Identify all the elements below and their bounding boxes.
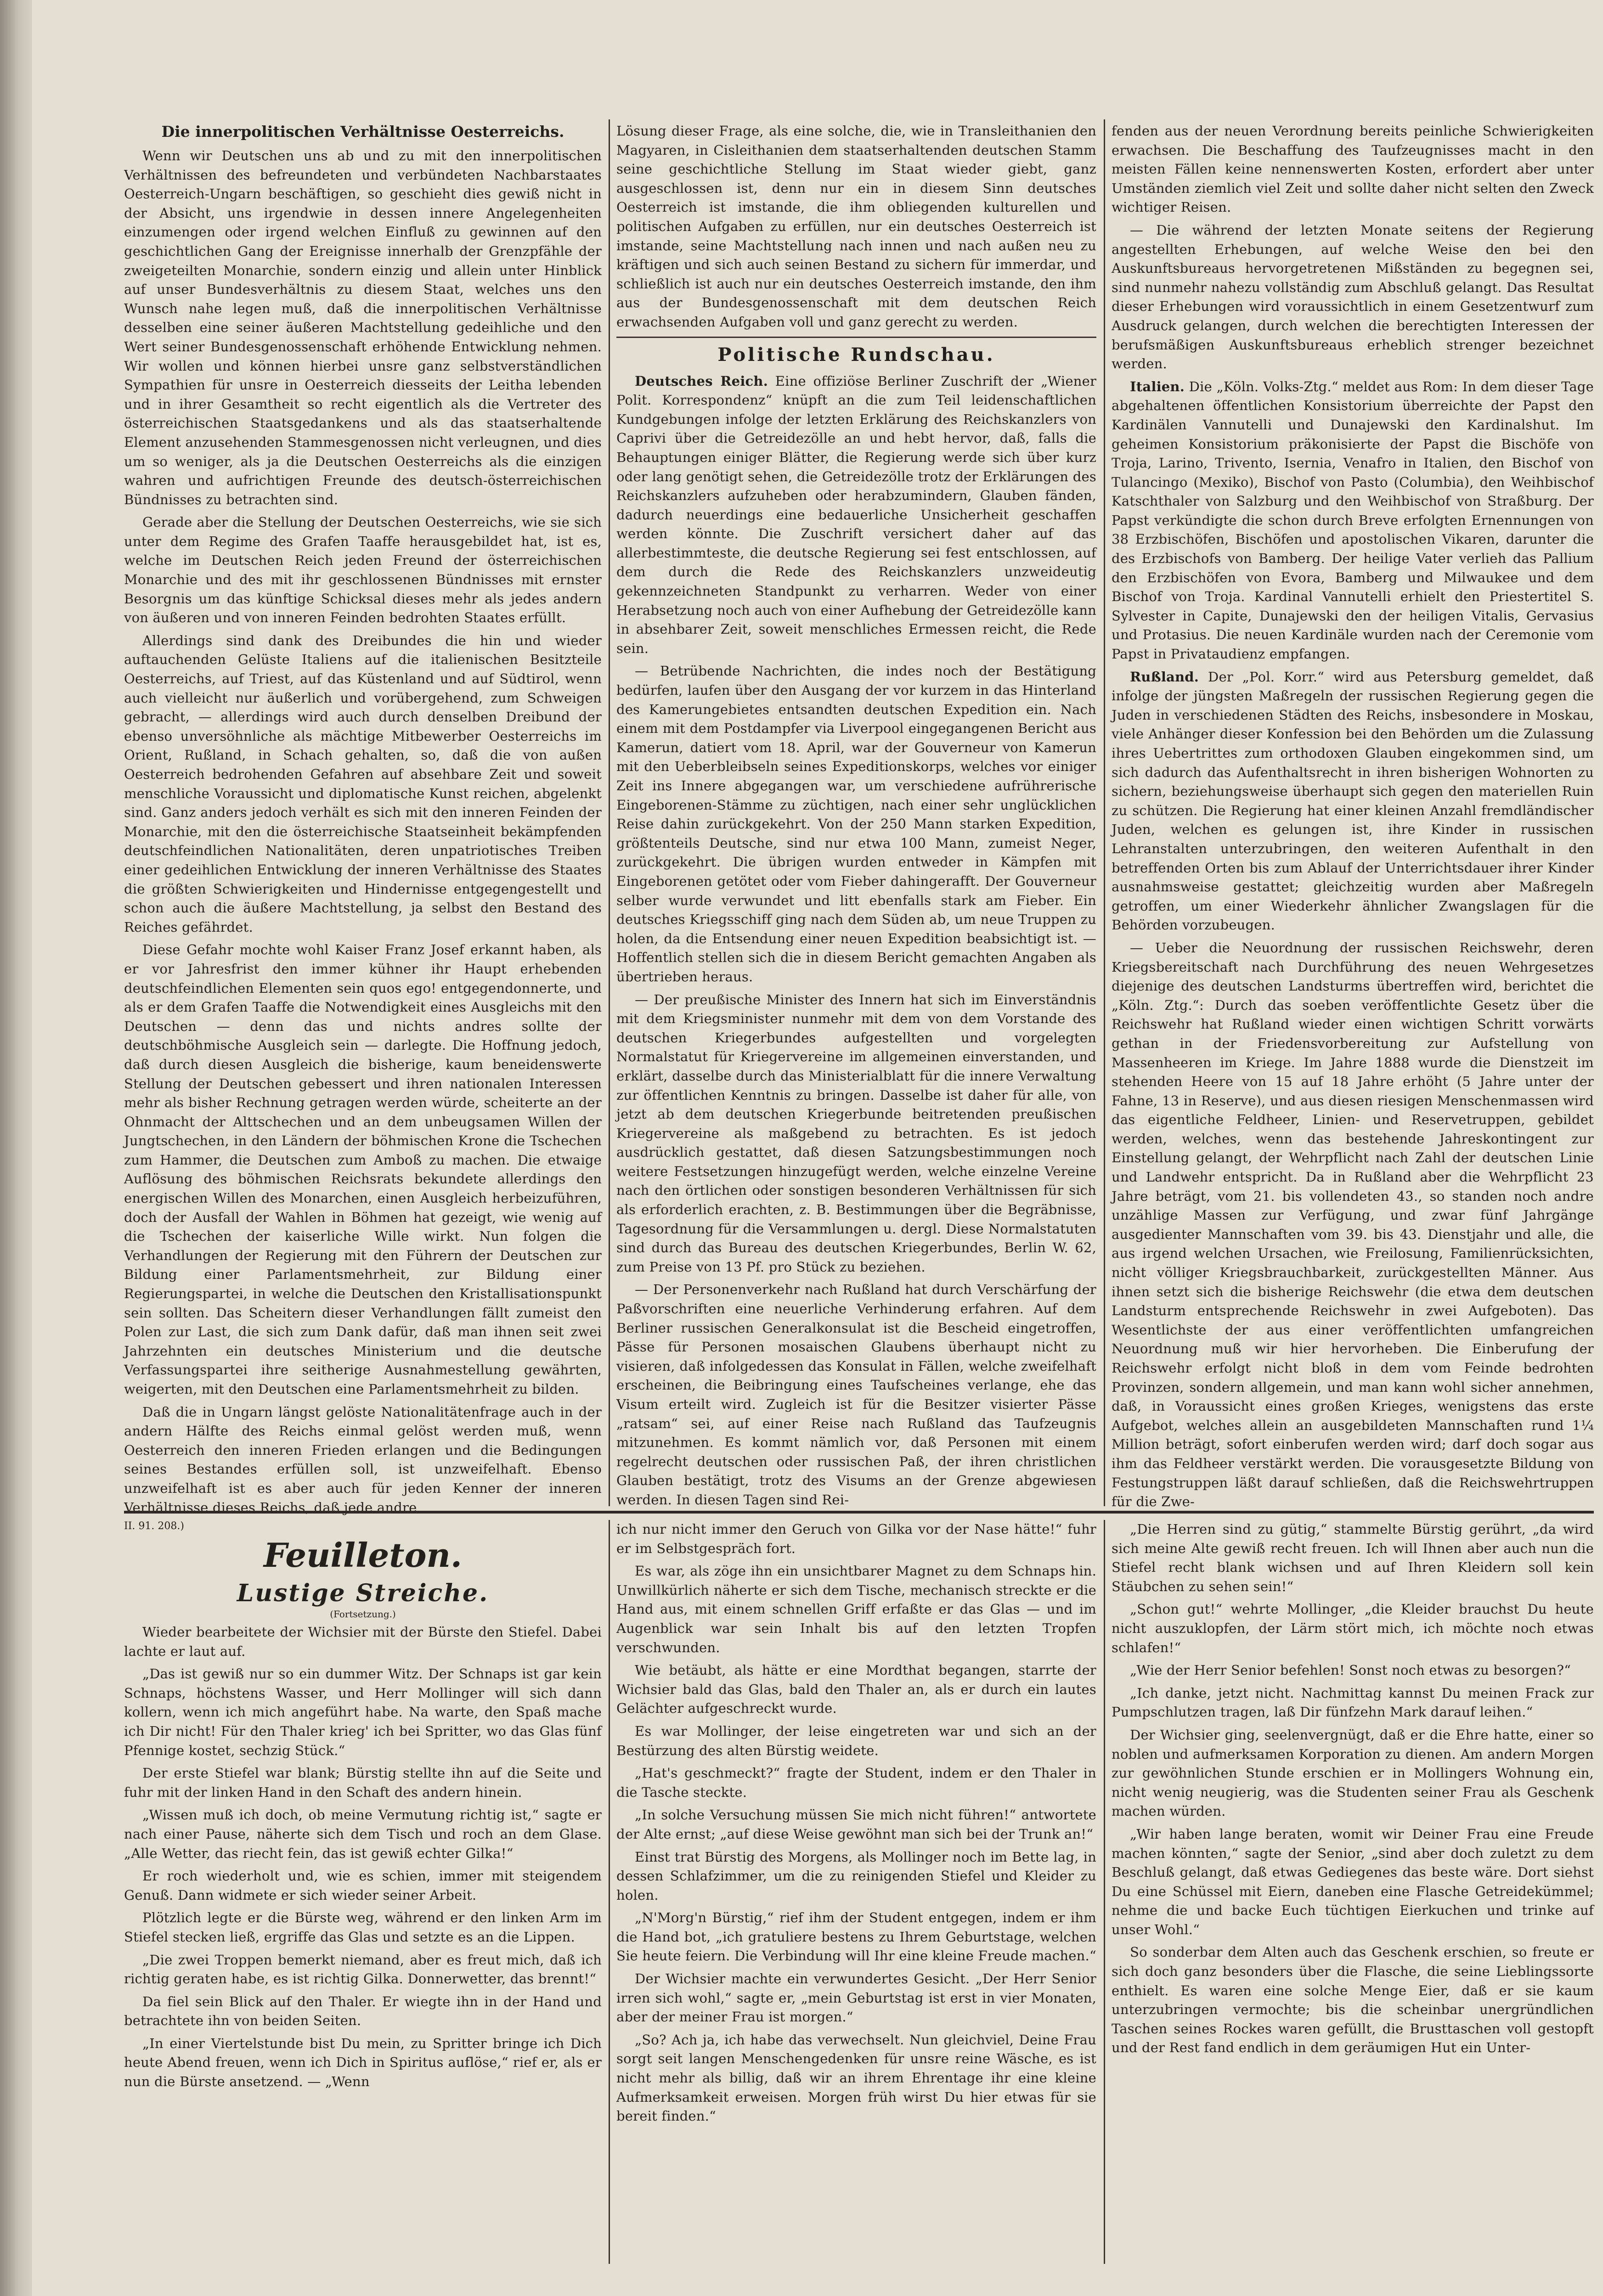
story-paragraph: ich nur nicht immer den Geruch von Gilka vor der Nase hätte!“ fuhr er im Selbstgespräch fort. (616, 1521, 1096, 1556)
rundschau-text: Der „Pol. Korr.“ wird aus Petersburg gemeldet, daß infolge der jüngsten Maßregeln der russischen Regierung gegen die Juden in verschiedenen Städten des Reichs, insbesondere in Moskau, viele Anhänger dieser Konfession bei den Behörden um die Zulassung ihres Uebertrittes zum orthodoxen Glauben eingekommen sind, um sich dadurch das Aufenthaltsrecht in ihren bisherigen Wohnorten zu sichern, beziehungsweise überhaupt sich gegen den materiellen Ruin zu schützen. Die Regierung hat einer kleinen Anzahl fremdländischer Juden, welchen es gelungen ist, ihre Kinder in russischen Lehranstalten unterzubringen, den weiteren Aufenthalt in den betreffenden Orten bis zum Ablauf der Unterrichtsdauer ihrer Kinder ausnahmsweise gestattet; gleichzeitig wurden aber Maßregeln getroffen, um einer Wiederkehr ähnlicher Zwangslagen für die Behörden vorzubeugen. (1112, 669, 1594, 933)
article-continuation: Lösung dieser Frage, als eine solche, die, wie in Transleithanien den Magyaren, in Cisleithanien dem staatserhaltenden deutschen Stamm seine geschichtliche Stellung im Staat wieder giebt, ganz ausgeschlossen ist, denn nur ein in diesem Sinn deutsches Oesterreich ist imstande, die ihm obliegenden kulturellen und politischen Aufgaben zu erfüllen, nur ein deutsches Oesterreich ist imstande, seine Machtstellung nach innen und nach außen neu zu kräftigen und sich auch seinen Bestand zu sichern für immerdar, und schließlich ist auch nur ein deutsches Oesterreich imstande, den ihm aus der Bundesgenossenschaft mit dem deutschen Reich erwachsenden Aufgaben voll und ganz gerecht zu werden. (616, 123, 1096, 330)
story-paragraph: „Wie der Herr Senior befehlen! Sonst noch etwas zu besorgen?“ (1130, 1662, 1571, 1678)
story-title: Lustige Streiche. (237, 1579, 489, 1607)
story-subtitle: (Fortsetzung.) (330, 1609, 396, 1620)
country-label-reich: Deutsches Reich. (635, 373, 768, 389)
rundschau-text: Die „Köln. Volks-Ztg.“ meldet aus Rom: In dem dieser Tage abgehaltenen öffentlichen Konsistorium überreichte der Papst den Kardinälen Vannutelli und Dunajewski den Kardinalshut. Im geheimen Konsistorium präkonisierte der Papst die Bischöfe von Troja, Larino, Trivento, Isernia, Venafro in Italien, den Bischof von Tulancingo (Mexiko), Bischof von Pasto (Columbia), den Weihbischof Katschthaler von Salzburg und den Weihbischof von Straßburg. Der Papst verkündigte die schon durch Breve erfolgten Ernennungen von 38 Erzbischöfen, Bischöfen und apostolischen Vikaren, darunter die des Erzbischofs von Bamberg. Der heilige Vater verlieh das Pallium den Erzbischöfen von Evora, Bamberg und Milwaukee und dem Bischof von Troja. Kardinal Vannutelli erhielt den Priestertitel S. Sylvester in Capite, Dunajewski den der heiligen Vitalis, Gervasius und Protasius. Die neuen Kardinäle wurden nach der Ceremonie vom Papst in Privataudienz empfangen. (1112, 378, 1594, 662)
story-paragraph: „Schon gut!“ wehrte Mollinger, „die Kleider brauchst Du heute nicht auszuklopfen, der Lärm stört mich, ich möchte noch etwas schlafen!“ (1112, 1601, 1594, 1655)
section-divider (616, 337, 1096, 338)
rundschau-text: Eine offiziöse Berliner Zuschrift der „Wiener Polit. Korrespondenz“ knüpft an die zum Teil leidenschaftlichen Kundgebungen infolge der letzten Erklärung des Reichskanzlers von Caprivi über die Getreidezölle an und hebt hervor, daß, falls die Behauptungen einiger Blätter, die Regierung werde sich über kurz oder lang genötigt sehen, die Getreidezölle trotz der Erklärungen des Reichskanzlers aufzuheben oder herabzumindern, Glauben fänden, dadurch neuerdings eine bedauerliche Unsicherheit geschaffen werden könnte. Die Zuschrift versichert daher auf das allerbestimmteste, die deutsche Regierung sei fest entschlossen, auf dem durch die Rede des Reichskanzlers unzweideutig gekennzeichneten Standpunkt zu verharren. Weder von einer Herabsetzung noch auch von einer Aufhebung der Getreidezölle kann in absehbarer Zeit, soweit menschliches Ermessen reicht, die Rede sein. (616, 373, 1097, 656)
article-column-2 (616, 122, 1096, 1506)
article-paragraph: Diese Gefahr mochte wohl Kaiser Franz Josef erkannt haben, als er vor Jahresfrist den immer kühner ihr Haupt erhebenden deutschfeindlichen Elementen sein quos ego! entgegendonnerte, und als er dem Grafen Taaffe die Notwendigkeit eines Ausgleichs mit den Deutschen — denn das und nichts andres sollte der deutschböhmische Ausgleich sein — darlegte. Die Hoffnung jedoch, daß durch diesen Ausgleich die bisherige, kaum beneidenswerte Stellung der Deutschen gebessert und ihren nationalen Interessen mehr als bisher Rechnung getragen werden würde, scheiterte an der Ohnmacht der Alttschechen und an dem unbeugsamen Willen der Jungtschechen, in den Ländern der böhmischen Krone die Tschechen zum Hammer, die Deutschen zum Amboß zu machen. Die etwaige Auflösung des böhmischen Reichsrats bekundete allerdings den energischen Willen des Monarchen, einen Ausgleich herbeizuführen, doch der Ausfall der Wahlen in Böhmen hat gezeigt, wie wenig auf die Tschechen der kaiserliche Wille wirkt. Nun folgen die Verhandlungen der Regierung mit den Führern der Deutschen zur Bildung einer Parlamentsmehrheit, zur Bildung einer Regierungspartei, in welche die Deutschen den Kristallisationspunkt sein sollten. Das Scheitern dieser Verhandlungen fällt zumeist den Polen zur Last, die sich zum Dank dafür, daß man ihnen seit zwei Jahrzehnten ein deutsches Ministerium und die deutsche Verfassungspartei ihre seitherige Ausnahmestellung gewährten, weigerten, mit den Deutschen eine Parlamentsmehrheit zu bilden. (124, 942, 602, 1397)
story-paragraph: Einst trat Bürstig des Morgens, als Mollinger noch im Bette lag, in dessen Schlafzimmer, um die zu reinigenden Stiefel und Kleider zu holen. (616, 1849, 1096, 1903)
story-paragraph: „So? Ach ja, ich habe das verwechselt. Nun gleichviel, Deine Frau sorgt seit langen Menschengedenken für unsre reine Wäsche, es ist nicht mehr als billig, daß wir an ihrem Ehrentage ihr eine kleine Aufmerksamkeit erweisen. Morgen früh wirst Du hier etwas für sie bereit finden.“ (616, 2032, 1096, 2124)
rundschau-paragraph: — Ueber die Neuordnung der russischen Reichswehr, deren Kriegsbereitschaft nach Durchführung des neuen Wehrgesetzes diejenige des deutschen Landsturms übertreffen wird, berichtet die „Köln. Ztg.“: Durch das soeben veröffentlichte Gesetz über die Reichswehr hat Rußland wieder einen wichtigen Schritt vorwärts gethan in der Friedensvorbereitung zur Aufstellung von Massenheeren im Kriege. Im Jahre 1888 wurde die Dienstzeit im stehenden Heere von 15 auf 18 Jahre erhöht (5 Jahre unter der Fahne, 13 in Reserve), und aus diesen riesigen Menschenmassen wird das eigentliche Feldheer, Linien- und Reservetruppen, gebildet werden, welches, wenn das bestehende Jahreskontingent zur Einstellung gelangt, der Wehrpflicht nach Zahl der deutschen Linie und Landwehr entspricht. Da in Rußland aber die Wehrpflicht 23 Jahre beträgt, vom 21. bis vollendeten 43., so standen noch andre unzählige Massen zur Verfügung, und zwar fünf Jahrgänge ausgedienter Mannschaften vom 39. bis 43. Dienstjahr und alle, die aus irgend welchen Ursachen, wie Freilosung, Familienrücksichten, nicht völliger Kriegsbrauchbarkeit, zurückgestellten Männer. Aus ihnen setzt sich die bisherige Reichswehr (die etwa dem deutschen Landsturm entsprechende Reichswehr in zwei Aufgeboten). Das Wesentlichste der aus einer veröffentlichten umfangreichen Neuordnung muß wir hier hervorheben. Die Einberufung der Reichswehr erfolgt nicht bloß in dem vom Feinde bedrohten Provinzen, sondern allgemein, und man kann wohl sicher annehmen, daß, in Voraussicht eines großen Krieges, wenigstens das erste Aufgebot, welches allein an ausgebildeten Mannschaften rund 1¼ Million beträgt, sofort einberufen werden wird; darf doch sogar aus ihm das Feldheer verstärkt werden. Die vorausgesetzte Bildung von Festungstruppen läßt darauf schließen, daß die Reichswehrtruppen für die Zwe- (1112, 940, 1594, 1510)
rundschau-paragraph: — Betrübende Nachrichten, die indes noch der Bestätigung bedürfen, laufen über den Ausgang der vor kurzem in das Hinterland des Kamerungebietes entsandten deutschen Expedition ein. Nach einem mit dem Postdampfer via Liverpool eingegangenen Bericht aus Kamerun, datiert vom 18. April, war der Gouverneur von Kamerun mit den Ueberbleibseln seines Expeditionskorps, welches vor einiger Zeit ins Innere abgegangen war, um verschiedene aufrührerische Eingeborenen-Stämme zu züchtigen, nach einer sehr unglücklichen Reise dahin zurückgekehrt. Von der 250 Mann starken Expedition, größtenteils Deutsche, sind nur etwa 100 Mann, zumeist Neger, zurückgekehrt. Die übrigen wurden entweder in Kämpfen mit Eingeborenen getötet oder vom Fieber dahingerafft. Der Gouverneur selber wurde verwundet und litt ebenfalls stark am Fieber. Ein deutsches Kriegsschiff ging nach dem Süden ab, um neue Truppen zu holen, da die Entsendung einer neuen Expedition beabsichtigt ist. — Hoffentlich stellen sich die in diesem Bericht gemachten Angaben als übertrieben heraus. (616, 663, 1096, 985)
story-paragraph: „N'Morg'n Bürstig,“ rief ihm der Student entgegen, indem er ihm die Hand bot, „ich gratuliere bestens zu Ihrem Geburtstage, welchen Sie heute feiern. Die Verbindung will Ihr eine kleine Freude machen.“ (616, 1910, 1096, 1964)
newspaper-page (32, 0, 1603, 2296)
feuilleton-column-1 (124, 1520, 602, 2264)
story-paragraph: „Wir haben lange beraten, womit wir Deiner Frau eine Freude machen könnten,“ sagte der Senior, „sind aber doch zuletzt zu dem Beschluß gelangt, daß etwas Gediegenes das beste wäre. Dort siehst Du eine Schüssel mit Eiern, daneben eine Flasche Getreidekümmel; nehme die und backe Euch tüchtigen Eierkuchen und trinke auf unser Wohl.“ (1112, 1826, 1594, 1937)
rundschau-paragraph: — Die während der letzten Monate seitens der Regierung angestellten Erhebungen, auf welche Weise den bei den Auskunftsbureaus hervorgetretenen Mißständen zu begegnen sei, sind nunmehr nahezu vollständig zum Abschluß gelangt. Das Resultat dieser Erhebungen wird voraussichtlich in einem Gesetzentwurf zum Ausdruck gelangen, durch welchen die berechtigten Interessen der berufsmäßigen Auskunftsbureaus erheblich strenger bezeichnet werden. (1112, 222, 1594, 372)
article-paragraph: Allerdings sind dank des Dreibundes die hin und wieder auftauchenden Gelüste Italiens auf die italienischen Besitzteile Oesterreichs, auf Triest, auf das Küstenland und auf Südtirol, wenn auch vielleicht nur äußerlich und vorübergehend, zum Schweigen gebracht, — allerdings wird auch durch denselben Dreibund der ebenso unversöhnliche als mächtige Mitbewerber Oesterreichs im Orient, Rußland, in Schach gehalten, so, daß die von außen Oesterreich bedrohenden Gefahren auf absehbare Zeit und soweit menschliche Voraussicht und diplomatische Kunst reichen, abgelenkt sind. Ganz anders jedoch verhält es sich mit den inneren Feinden der Monarchie, mit den die österreichische Staatseinheit bekämpfenden deutschfeindlichen Nationalitäten, deren unpatriotisches Treiben einer gedeihlichen Entwicklung der inneren Verhältnisse des Staates die größten Schwierigkeiten und Hindernisse entgegengestellt und schon auch die äußere Machtstellung, ja selbst den Bestand des Reiches gefährdet. (124, 632, 602, 935)
book-binding-edge (0, 0, 32, 2296)
feuilleton-column-2 (616, 1520, 1096, 2264)
feuilleton-heading: Feuilleton. (264, 1536, 462, 1575)
rundschau-paragraph (1112, 377, 1594, 664)
story-paragraph: „In solche Versuchung müssen Sie mich nicht führen!“ antwortete der Alte ernst; „auf diese Weise gewöhnt man sich bei der Trunk an!“ (616, 1807, 1096, 1842)
feuilleton-reference: II. 91. 208.) (124, 1520, 184, 1532)
article-column-1 (124, 122, 602, 1515)
rundschau-paragraph: — Der Personenverkehr nach Rußland hat durch Verschärfung der Paßvorschriften eine neuerliche Verhinderung erfahren. Auf dem Berliner russischen Generalkonsulat ist die Bescheid eingetroffen, Pässe für Personen mosaischen Glaubens überhaupt nicht zu visieren, daß infolgedessen das Konsulat in Fällen, welche zweifelhaft erscheinen, die Beibringung eines Taufscheines verlange, ehe das Visum erteilt wird. Zugleich ist für die Besitzer visierter Pässe „ratsam“ sei, auf einer Reise nach Rußland das Taufzeugnis mitzunehmen. Es kommt nämlich vor, daß Personen mit einem regelrecht deutschen oder russischen Paß, der ihren christlichen Glauben bestätigt, trotz des Visums an der Grenze abgewiesen werden. In diesen Tagen sind Rei- (616, 1282, 1096, 1508)
story-paragraph: Da fiel sein Blick auf den Thaler. Er wiegte ihn in der Hand und betrachtete ihn von beiden Seiten. (124, 1993, 602, 2029)
rundschau-paragraph (1112, 668, 1594, 935)
story-paragraph: „Wissen muß ich doch, ob meine Vermutung richtig ist,“ sagte er nach einer Pause, näherte sich dem Tisch und roch an dem Glase. „Alle Wetter, das riecht fein, das ist gewiß echter Gilka!“ (124, 1807, 602, 1861)
article-headline: Die innerpolitischen Verhältnisse Oesterreichs. (161, 123, 564, 141)
story-paragraph: Er roch wiederholt und, wie es schien, immer mit steigendem Genuß. Dann widmete er sich wieder seiner Arbeit. (124, 1868, 602, 1903)
story-paragraph: Plötzlich legte er die Bürste weg, während er den linken Arm im Stiefel stecken ließ, ergriffe das Glas und setzte es an die Lippen. (124, 1910, 602, 1945)
story-paragraph: So sonderbar dem Alten auch das Geschenk erschien, so freute er sich doch ganz besonders über die Flasche, die seine Lieblingssorte enthielt. Es waren eine solche Menge Eier, daß er sie kaum unterzubringen vermochte; bis die scheinbar unergründlichen Taschen seines Rockes waren gefüllt, die Brusttaschen voll gestopft und der Rest fand endlich in dem geräumigen Hut ein Unter- (1112, 1944, 1594, 2056)
feuilleton-column-3 (1112, 1520, 1594, 2264)
story-paragraph: „Das ist gewiß nur so ein dummer Witz. Der Schnaps ist gar kein Schnaps, höchstens Wasser, und Herr Mollinger will sich dann kollern, wenn ich mich angeführt habe. Na warte, den Spaß mache ich Dir nicht! Für den Thaler krieg' ich bei Spritter, wo das Glas fünf Pfennige kostet, sechzig Stück.“ (124, 1666, 602, 1758)
column-divider (609, 1520, 610, 2264)
story-paragraph: „Hat's geschmeckt?“ fragte der Student, indem er den Thaler in die Tasche steckte. (616, 1765, 1096, 1800)
feuilleton-separator-rule (124, 1511, 1594, 1514)
rundschau-paragraph: — Der preußische Minister des Innern hat sich im Einverständnis mit dem Kriegsminister nunmehr mit dem von dem Vorstande des deutschen Kriegerbundes aufgestellten und vorgelegten Normalstatut für Kriegervereine im allgemeinen einverstanden, und erklärt, dasselbe durch das Ministerialblatt für die innere Verwaltung zur öffentlichen Kenntnis zu bringen. Dasselbe ist daher für alle, von jetzt ab dem deutschen Kriegerbunde beitretenden preußischen Kriegervereine als maßgebend zu betrachten. Es ist jedoch ausdrücklich gestattet, daß diesen Satzungsbestimmungen noch weitere Festsetzungen hinzugefügt werden, welche einzelne Vereine nach den örtlichen oder sonstigen besonderen Verhältnissen für sich als erforderlich erachten, z. B. Bestimmungen über die Begräbnisse, Tagesordnung für die Versammlungen u. dergl. Diese Normalstatuten sind durch das Bureau des deutschen Kriegerbundes, Berlin W. 62, zum Preise von 13 Pf. pro Stück zu beziehen. (616, 991, 1096, 1275)
story-paragraph: Wie betäubt, als hätte er eine Mordthat begangen, starrte der Wichsier bald das Glas, bald den Thaler an, als er durch ein lautes Gelächter aufgeschreckt wurde. (616, 1662, 1096, 1716)
story-paragraph: „In einer Viertelstunde bist Du mein, zu Spritter bringe ich Dich heute Abend freuen, wenn ich Dich in Spiritus auflöse,“ rief er, als er nun die Bürste ansetzend. — „Wenn (124, 2035, 602, 2090)
story-paragraph: Der Wichsier machte ein verwundertes Gesicht. „Der Herr Senior irren sich wohl,“ sagte er, „mein Geburtstag ist erst in vier Monaten, aber der meiner Frau ist morgen.“ (616, 1971, 1096, 2025)
rundschau-title: Politische Rundschau. (717, 343, 995, 366)
column-divider (1104, 119, 1105, 1506)
story-paragraph: „Ich danke, jetzt nicht. Nachmittag kannst Du meinen Frack zur Pumpschlutzen tragen, laß Dir fünfzehn Mark darauf leihen.“ (1112, 1685, 1594, 1720)
column-divider (1104, 1520, 1105, 2264)
column-divider (609, 119, 610, 1506)
rundschau-paragraph: fenden aus der neuen Verordnung bereits peinliche Schwierigkeiten erwachsen. Die Beschaffung des Taufzeugnisses macht in den meisten Fällen keine nennenswerten Kosten, erfordert aber unter Umständen ziemlich viel Zeit und sollte daher nicht selten den Zweck wichtiger Reisen. (1112, 123, 1594, 215)
story-paragraph: „Die zwei Troppen bemerkt niemand, aber es freut mich, daß ich richtig geraten habe, es ist richtig Gilka. Donnerwetter, das brennt!“ (124, 1952, 602, 1987)
story-paragraph: Wieder bearbeitete der Wichsier mit der Bürste den Stiefel. Dabei lachte er laut auf. (124, 1624, 602, 1659)
country-label-italien: Italien. (1130, 378, 1185, 394)
story-paragraph: Es war Mollinger, der leise eingetreten war und sich an der Bestürzung des alten Bürstig weidete. (616, 1723, 1096, 1758)
story-paragraph: Es war, als zöge ihn ein unsichtbarer Magnet zu dem Schnaps hin. Unwillkürlich näherte er sich dem Tische, mechanisch streckte er die Hand aus, mit einem schnellen Griff erfaßte er das Glas — und im Augenblick war sein Inhalt bis auf den letzten Tropfen verschwunden. (616, 1563, 1096, 1655)
article-paragraph: Daß die in Ungarn längst gelöste Nationalitätenfrage auch in der andern Hälfte des Reichs einmal gelöst werden muß, wenn Oesterreich den inneren Frieden erlangen und die Bedingungen seines Bestandes erfüllen soll, ist unzweifelhaft. Ebenso unzweifelhaft ist es aber auch für jeden Kenner der inneren Verhältnisse dieses Reichs, daß jede andre (124, 1404, 602, 1515)
article-paragraph: Wenn wir Deutschen uns ab und zu mit den innerpolitischen Verhältnissen des befreundeten und verbündeten Nachbarstaates Oesterreich-Ungarn beschäftigen, so geschieht dies gewiß nicht in der Absicht, uns irgendwie in dessen innere Angelegenheiten einzumengen oder irgend welchen Einfluß zu gewinnen auf den geschichtlichen Gang der Ereignisse innerhalb der Grenzpfähle der zweigeteilten Monarchie, sondern einzig und allein unter Hinblick auf unser Bundesverhältnis zu diesem Staat, welches uns den Wunsch nahe legen muß, daß die innerpolitischen Verhältnisse desselben eine seiner äußeren Machtstellung gedeihliche und den Wert seiner Bundesgenossenschaft erhöhende Entwicklung nehmen. Wir wollen und können hierbei unsre ganz selbstverständlichen Sympathien für unsre in Oesterreich diesseits der Leitha lebenden und in ihrer Gesamtheit so recht eigentlich als die Vertreter des österreichischen Staatsgedankens und als das staatserhaltende Element anzusehenden Stammesgenossen nicht verleugnen, und dies um so weniger, als ja die Deutschen Oesterreichs als die einzigen wahren und aufrichtigen Freunde des deutsch-österreichischen Bündnisses zu betrachten sind. (124, 148, 602, 507)
story-paragraph: Der Wichsier ging, seelenvergnügt, daß er die Ehre hatte, einer so noblen und aufmerksamen Korporation zu dienen. Am andern Morgen zur gewöhnlichen Stunde erschien er in Mollingers Wohnung ein, nicht wenig neugierig, was die Studenten seiner Frau als Geschenk machen würden. (1112, 1727, 1594, 1819)
article-column-3 (1112, 122, 1594, 1510)
story-paragraph: Der erste Stiefel war blank; Bürstig stellte ihn auf die Seite und fuhr mit der linken Hand in den Schaft des andern hinein. (124, 1765, 602, 1800)
story-paragraph: „Die Herren sind zu gütig,“ stammelte Bürstig gerührt, „da wird sich meine Alte gewiß recht freuen. Ich will Ihnen aber auch nun die Stiefel recht blank wichsen und auf Ihren Kleidern soll kein Stäubchen zu sehen sein!“ (1112, 1521, 1594, 1594)
rundschau-paragraph (616, 372, 1096, 658)
country-label-russland: Rußland. (1130, 669, 1199, 685)
article-paragraph: Gerade aber die Stellung der Deutschen Oesterreichs, wie sie sich unter dem Regime des Grafen Taaffe herausgebildet hat, ist es, welche im Deutschen Reich jeden Freund der österreichischen Monarchie und des mit ihr geschlossenen Bündnisses mit ernster Besorgnis um das künftige Schicksal dieses mehr als jedes andern von äußeren und von inneren Feinden bedrohten Staates erfüllt. (124, 514, 602, 626)
